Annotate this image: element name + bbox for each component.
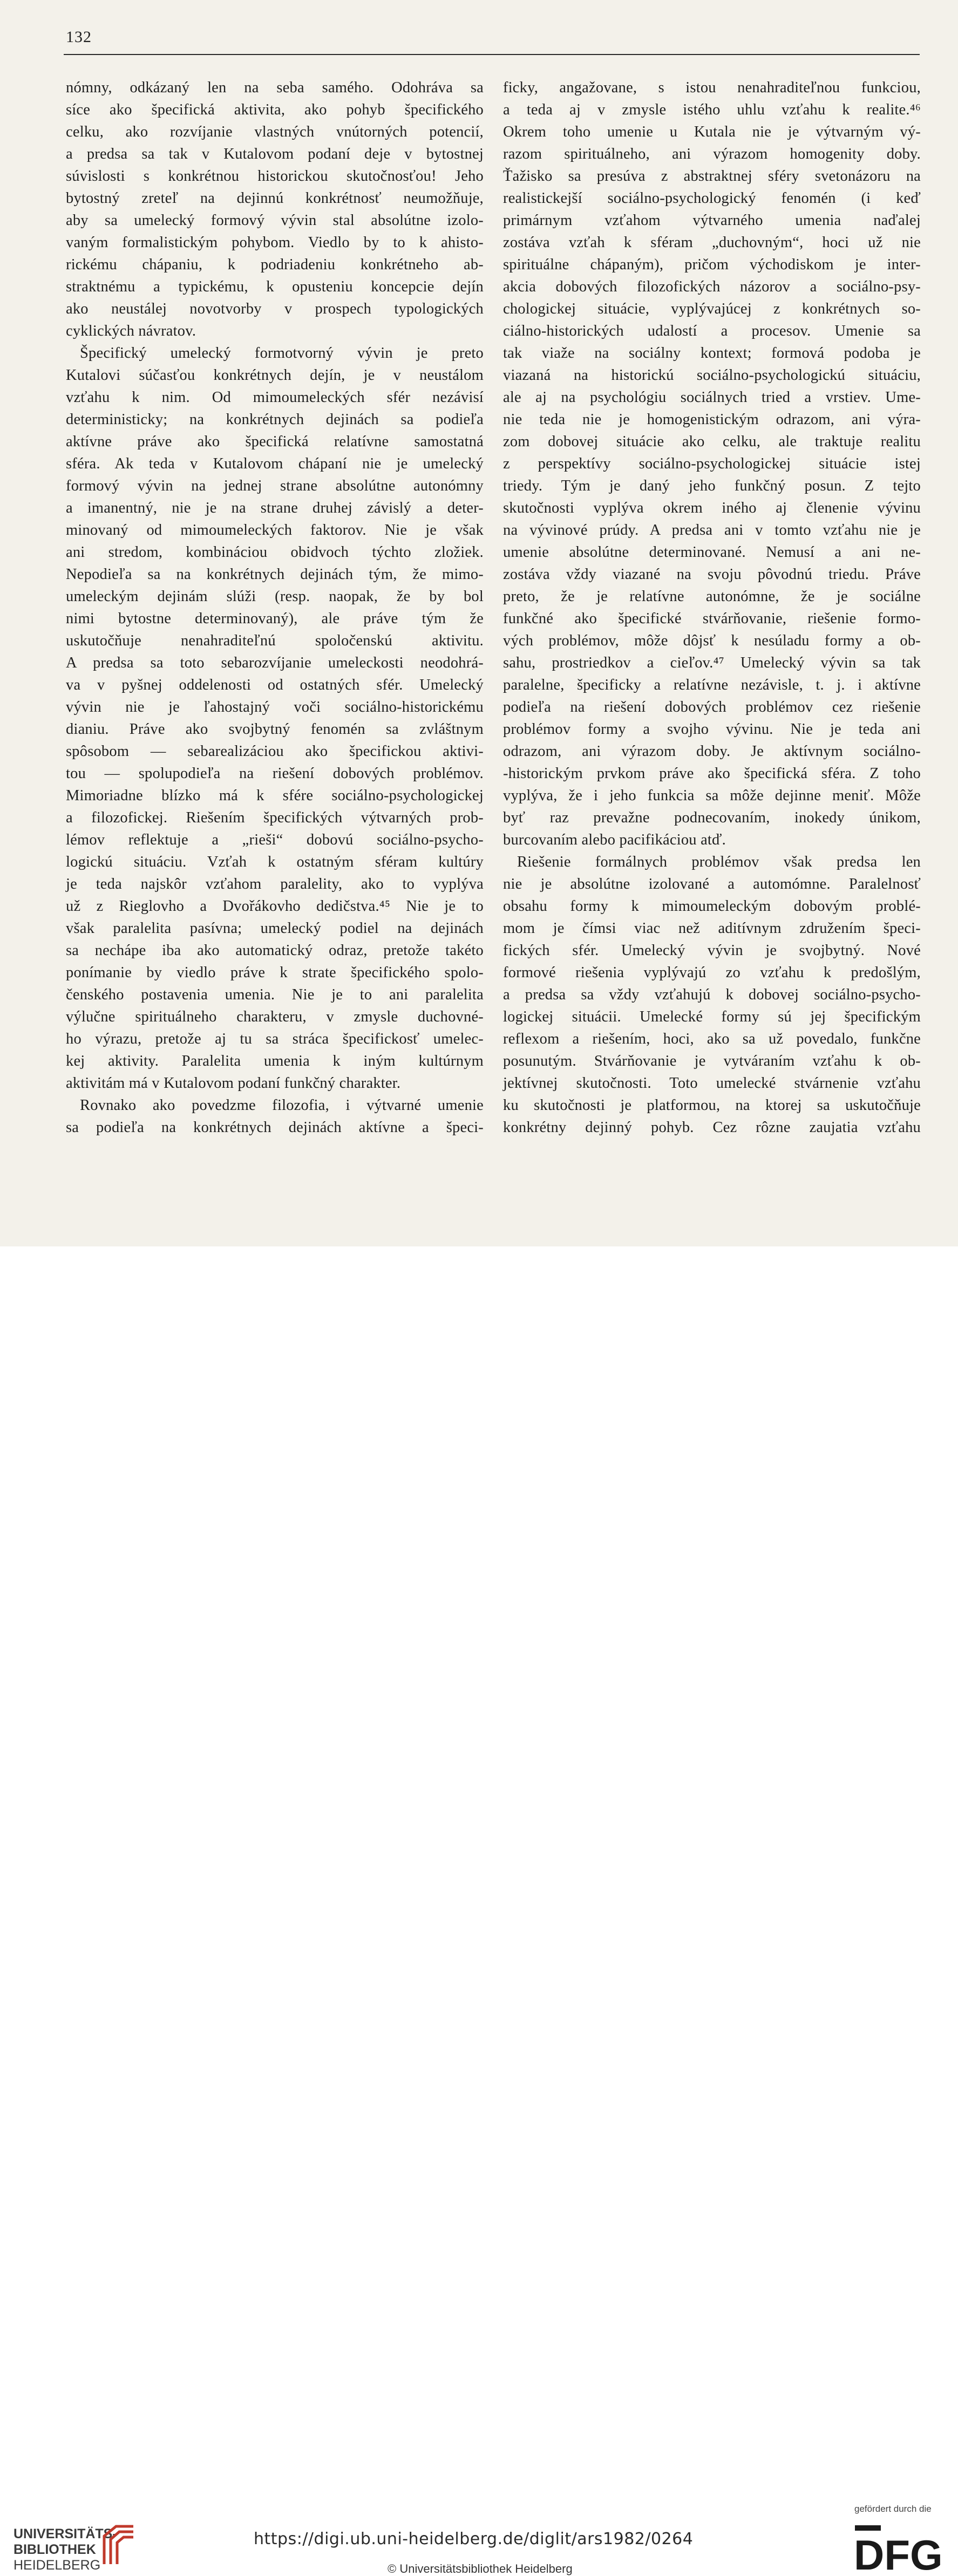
text-line: nie teda nie je homogenistickým odrazom, ani výra- [503,411,921,428]
text-line: Rovnako ako povedzme filozofia, i výtvarné umenie [80,1097,484,1114]
text-line: minovaný od mimoumeleckých faktorov. Nie je však [66,522,484,539]
text-line: výlučne spirituálneho charakteru, v zmysle duchovné- [66,1008,484,1025]
library-logo-line: HEIDELBERG [13,2558,101,2573]
text-line: nómny, odkázaný len na seba samého. Odohráva sa [66,79,484,96]
text-line: posunutým. Stvárňovanie je vytváraním vzťahu k ob- [503,1053,921,1069]
text-line: Špecifický umelecký formotvorný vývin je preto [80,345,484,362]
text-line: burcovaním alebo pacifikáciou atď. [503,832,726,848]
text-line: a imanentný, nie je na strane druhej závislý a deter- [66,500,484,516]
text-line: nie je absolútne izolované a automómne. Paralelnosť [503,876,921,892]
text-line: Kutalovi súčasťou konkrétnych dejín, je v neustálom [66,367,484,384]
library-emblem-icon [100,2520,138,2568]
text-line: -historickým prvkom práve ako špecifická sféra. Z toho [503,765,921,782]
library-logo-line: BIBLIOTHEK [13,2542,96,2557]
text-line: ku skutočnosti je platformou, na ktorej sa uskutočňuje [503,1097,921,1114]
text-line: byť raz prevažne podnecovaním, inokedy únikom, [503,809,921,826]
text-line: obsahu formy k mimoumeleckým dobovým problé- [503,898,921,915]
text-line: spôsobom — sebarealizáciou ako špecifickou aktivi- [66,743,484,760]
text-line: celku, ako rozvíjanie vlastných vnútorných potencií, [66,124,484,140]
copyright-notice: © Universitätsbibliothek Heidelberg [388,2562,573,2575]
text-line: súvislosti s konkrétnou historickou skutočnosťou! Jeho [66,168,484,185]
text-line: bytostný zreteľ na dejinnú konkrétnosť neumožňuje, [66,190,484,207]
text-line: triedy. Tým je daný jeho funkčný posun. Z tejto [503,478,921,494]
text-line: ponímanie by viedlo práve k strate špecifického spolo- [66,964,484,981]
text-column-left [66,77,484,1139]
text-line: rickému chápaniu, k podriadeniu konkrétneho ab- [66,256,484,273]
text-line: ale aj na psychológiu sociálnych tried a vrstiev. Ume- [503,389,921,406]
text-line: Riešenie formálnych problémov však predsa len [517,854,921,870]
text-line: deterministicky; na konkrétnych dejinách sa podieľa [66,411,484,428]
text-line: kej aktivity. Paralelita umenia k iným kultúrnym [66,1053,484,1069]
text-line: akcia dobových filozofických názorov a sociálno-psy- [503,278,921,295]
text-line: lémov reflektuje a „rieši“ dobovú sociálno-psycho- [66,832,484,848]
dfg-caption: gefördert durch die [854,2504,932,2514]
text-line: cyklických návratov. [66,323,196,339]
text-line: umenie absolútne determinované. Nemusí a ani ne- [503,544,921,561]
text-line: z perspektívy sociálno-psychologickej situácie istej [503,455,921,472]
text-line: sa nechápe iba ako automatický odraz, pretože takéto [66,942,484,959]
text-line: zostáva vždy viazané na svoju pôvodnú triedu. Práve [503,566,921,583]
text-line: straktnému a typickému, k opusteniu koncepcie dejín [66,278,484,295]
text-line: formové riešenia vyplývajú zo vzťahu k predošlým, [503,964,921,981]
text-line: spirituálne chápaným), pričom východiskom je inter- [503,256,921,273]
text-line: aktívne práve ako špecifická relatívne samostatná [66,433,484,450]
text-line: jektívnej skutočnosti. Toto umelecké stvárnenie vzťahu [503,1075,921,1092]
text-line: funkčné ako špecifické stvárňovanie, riešenie formo- [503,610,921,627]
text-line: nimi bytostne determinovaný), ale práve tým že [66,610,484,627]
text-line: a predsa sa tak v Kutalovom podaní deje v bytostnej [66,146,484,162]
text-line: tak viaže na sociálny kontext; formová podoba je [503,345,921,362]
text-line: na vývinové prúdy. A predsa ani v tomto vzťahu nie je [503,522,921,539]
text-line: ako neustálej novotvorby v prospech typologických [66,301,484,317]
text-line: formový vývin na jednej strane absolútne autonómny [66,478,484,494]
text-line: Nepodieľa sa na konkrétnych dejinách tým, že mimo- [66,566,484,583]
text-line: čenského postavenia umenia. Nie je to ani paralelita [66,986,484,1003]
text-line: vývin nie je ľahostajný voči sociálno-historickému [66,699,484,715]
text-line: a filozofickej. Riešením špecifických výtvarných prob- [66,809,484,826]
text-line: aktivitám má v Kutalovom podaní funkčný charakter. [66,1075,401,1092]
text-line: vaným formalistickým pohybom. Viedlo by to k ahisto- [66,234,484,251]
text-line: ficky, angažovane, s istou nenahraditeľnou funkciou, [503,79,921,96]
text-line: je teda najskôr vzťahom paralelity, ako to vyplýva [66,876,484,892]
text-line: podieľa na riešení dobových problémov cez riešenie [503,699,921,715]
text-line: viazaná na historickú sociálno-psychologickú situáciu, [503,367,921,384]
text-line: razom spirituálneho, ani výrazom homogenity doby. [503,146,921,162]
text-line: preto, že je relatívne autonómne, že je sociálne [503,588,921,605]
text-line: problémov formy a svojho vývinu. Nie je teda ani [503,721,921,738]
text-line: aby sa umelecký formový vývin stal absolútne izolo- [66,212,484,229]
text-line: už z Rieglovho a Dvořákovho dedičstva.⁴⁵ Nie je to [66,898,484,915]
text-line: primárnym vzťahom výtvarného umenia naďalej [503,212,921,229]
text-line: odrazom, ani výrazom doby. Je aktívnym sociálno- [503,743,921,760]
text-line: zom dobovej situácie ako celku, ale traktuje realitu [503,433,921,450]
permalink[interactable]: https://digi.ub.uni-heidelberg.de/diglit/ars1982/0264 [254,2530,694,2548]
text-line: mom je čímsi viac než aditívnym združením špeci- [503,920,921,937]
text-line: logickej situácii. Umelecké formy sú jej špecifickým [503,1008,921,1025]
text-line: Mimoriadne blízko má k sfére sociálno-psychologickej [66,787,484,804]
text-line: ani stredom, kombináciou obidvoch týchto zložiek. [66,544,484,561]
page-number: 132 [66,28,92,46]
text-line: vých problémov, môže dôjsť k nesúladu formy a ob- [503,632,921,649]
text-line: dianiu. Práve ako svojbytný fenomén sa zvláštnym [66,721,484,738]
text-line: ho výrazu, pretože aj tu sa stráca špecifickosť umelec- [66,1031,484,1047]
text-line: síce ako špecifická aktivita, ako pohyb špecifického [66,101,484,118]
text-line: reflexom a riešením, hoci, ako sa už povedalo, funkčne [503,1031,921,1047]
text-line: logickú situáciu. Vzťah k ostatným sféram kultúry [66,854,484,870]
scanned-page [0,0,958,1246]
text-line: skutočnosti vyplýva okrem iného aj členenie vývinu [503,500,921,516]
text-line: va v pyšnej oddelenosti od ostatných sfér. Umelecký [66,677,484,693]
text-line: sahu, prostriedkov a cieľov.⁴⁷ Umelecký vývin sa tak [503,655,921,671]
text-line: chologickej situácie, vyplývajúcej z konkrétnych so- [503,301,921,317]
text-line: sféra. Ak teda v Kutalovom chápaní nie je umelecký [66,455,484,472]
text-line: umeleckým dejinám slúži (resp. naopak, že by bol [66,588,484,605]
text-line: A predsa sa toto sebarozvíjanie umeleckosti neodohrá- [66,655,484,671]
text-column-right [503,77,921,1139]
text-line: však paralelita pasívna; umelecký podiel na dejinách [66,920,484,937]
viewer-footer [0,1246,958,2575]
library-logo-line: UNIVERSITÄTS- [13,2526,117,2541]
dfg-logo[interactable] [853,2520,947,2574]
text-line: a teda aj v zmysle istého uhlu vzťahu k realite.⁴⁶ [503,101,921,118]
text-line: tou — spolupodieľa na riešení dobových problémov. [66,765,484,782]
text-line: fických sfér. Umelecký vývin je svojbytný. Nové [503,942,921,959]
text-line: sa podieľa na konkrétnych dejinách aktívne a špeci- [66,1119,484,1136]
dfg-logo-text: DFG [854,2531,943,2574]
text-line: ciálno-historických udalostí a procesov. Umenie sa [503,323,921,339]
text-line: vyplýva, že i jeho funkcia sa môže dejinne meniť. Môže [503,787,921,804]
text-line: realistickejší sociálno-psychologický fenomén (i keď [503,190,921,207]
text-line: uskutočňuje nenahraditeľnú spoločenskú aktivitu. [66,632,484,649]
text-line: konkrétny dejinný pohyb. Cez rôzne zaujatia vzťahu [503,1119,921,1136]
text-line: Ťažisko sa presúva z abstraktnej sféry svetonázoru na [503,168,921,185]
text-line: vzťahu k nim. Od mimoumeleckých sfér nezávisí [66,389,484,406]
text-line: a predsa sa vždy vzťahujú k dobovej sociálno-psycho- [503,986,921,1003]
header-rule [64,54,920,55]
text-line: paralelne, špecificky a relatívne nezávisle, t. j. i aktívne [503,677,921,693]
text-line: Okrem toho umenie u Kutala nie je výtvarným vý- [503,124,921,140]
text-line: zostáva vzťah k sféram „duchovným“, hoci už nie [503,234,921,251]
